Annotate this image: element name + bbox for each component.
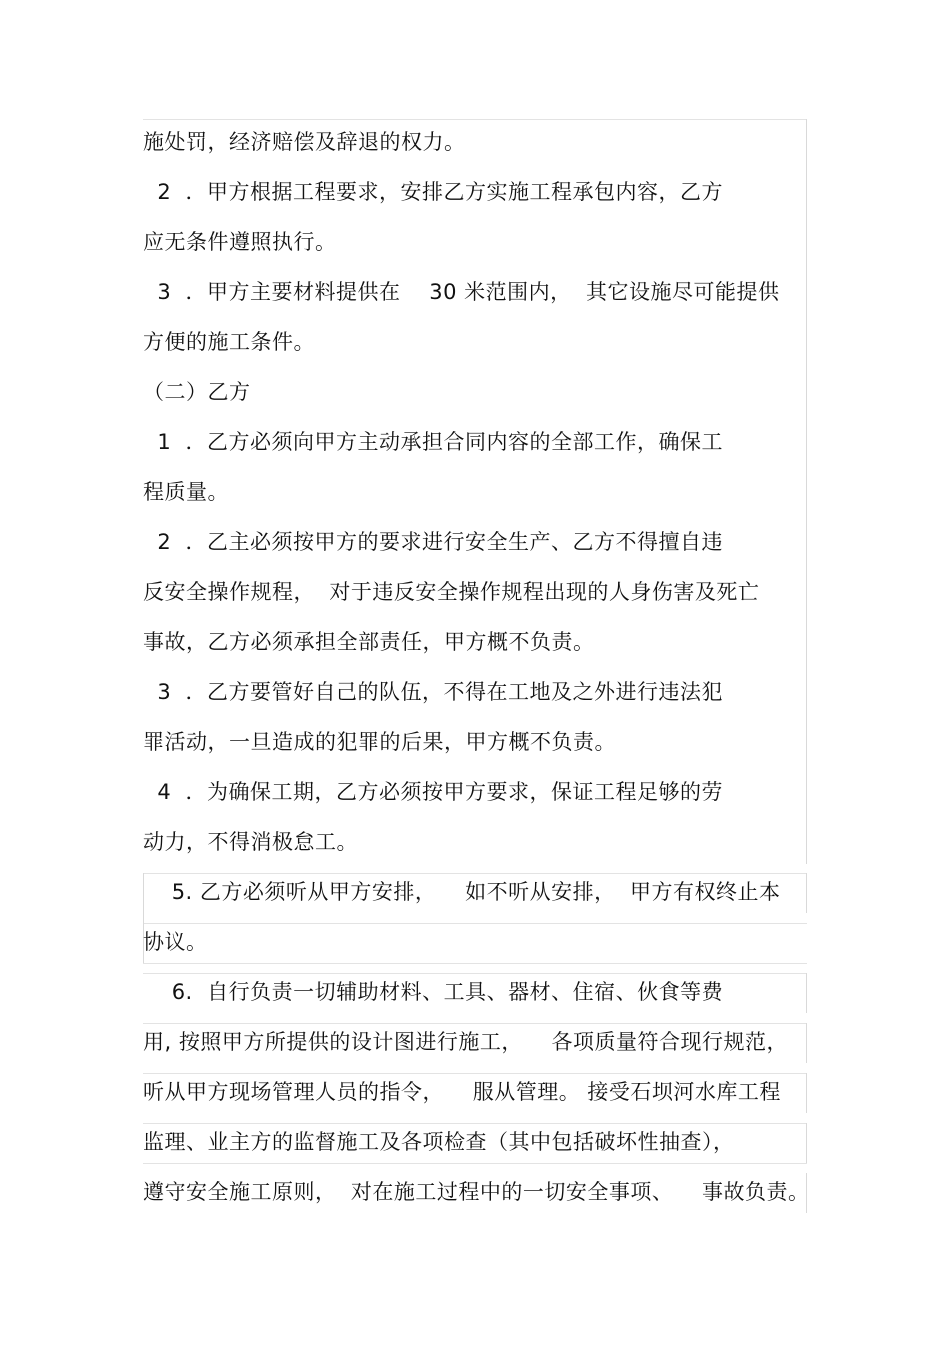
text-line: 6. 自行负责一切辅助材料、工具、器材、住宿、伙食等费 xyxy=(143,980,724,1004)
table-rule xyxy=(143,1073,807,1074)
table-rule xyxy=(143,973,807,974)
table-rule xyxy=(143,1023,807,1024)
text-line: 2 ．甲方根据工程要求，安排乙方实施工程承包内容，乙方 xyxy=(143,180,724,204)
text-line: 程质量。 xyxy=(143,480,229,504)
text-line: 2 ．乙主必须按甲方的要求进行安全生产、乙方不得擅自违 xyxy=(143,530,724,554)
text-line: 4 ．为确保工期，乙方必须按甲方要求，保证工程足够的劳 xyxy=(143,780,724,804)
text-line: 遵守安全施工原则， 对在施工过程中的一切安全事项、 事故负责。 xyxy=(143,1180,810,1204)
text-line: 施处罚，经济赔偿及辞退的权力。 xyxy=(143,130,466,154)
table-rule xyxy=(143,1163,807,1164)
text-line: 5. 乙方必须听从甲方安排， 如不听从安排， 甲方有权终止本 xyxy=(143,880,781,904)
top-rule xyxy=(143,119,807,120)
table-rule xyxy=(143,963,807,964)
table-right-rule xyxy=(806,973,807,1013)
table-right-rule xyxy=(806,1123,807,1163)
text-line: 3 ．乙方要管好自己的队伍，不得在工地及之外进行违法犯 xyxy=(143,680,724,704)
text-line: 用, 按照甲方所提供的设计图进行施工， 各项质量符合现行规范， xyxy=(143,1030,789,1054)
table-rule xyxy=(143,923,807,924)
table-right-rule xyxy=(806,1023,807,1063)
text-line: 监理、业主方的监督施工及各项检查（其中包括破坏性抽查）， xyxy=(143,1130,735,1154)
text-line: 罪活动，一旦造成的犯罪的后果，甲方概不负责。 xyxy=(143,730,616,754)
text-line: 3 ．甲方主要材料提供在 30 米范围内， 其它设施尽可能提供 xyxy=(143,280,780,304)
text-line: 协议。 xyxy=(143,930,208,954)
text-line: 听从甲方现场管理人员的指令， 服从管理。 接受石坝河水库工程 xyxy=(143,1080,781,1104)
right-rule xyxy=(806,119,807,864)
text-line: 事故，乙方必须承担全部责任，甲方概不负责。 xyxy=(143,630,595,654)
text-line: 动力，不得消极怠工。 xyxy=(143,830,358,854)
text-line: 反安全操作规程， 对于违反安全操作规程出现的人身伤害及死亡 xyxy=(143,580,760,604)
text-line: 应无条件遵照执行。 xyxy=(143,230,337,254)
table-right-rule xyxy=(806,873,807,913)
table-rule xyxy=(143,873,807,874)
text-line: 1 ．乙方必须向甲方主动承担合同内容的全部工作，确保工 xyxy=(143,430,724,454)
text-line: 方便的施工条件。 xyxy=(143,330,315,354)
section-heading: （二）乙方 xyxy=(143,380,251,404)
table-right-rule xyxy=(806,1073,807,1113)
table-rule xyxy=(143,1123,807,1124)
